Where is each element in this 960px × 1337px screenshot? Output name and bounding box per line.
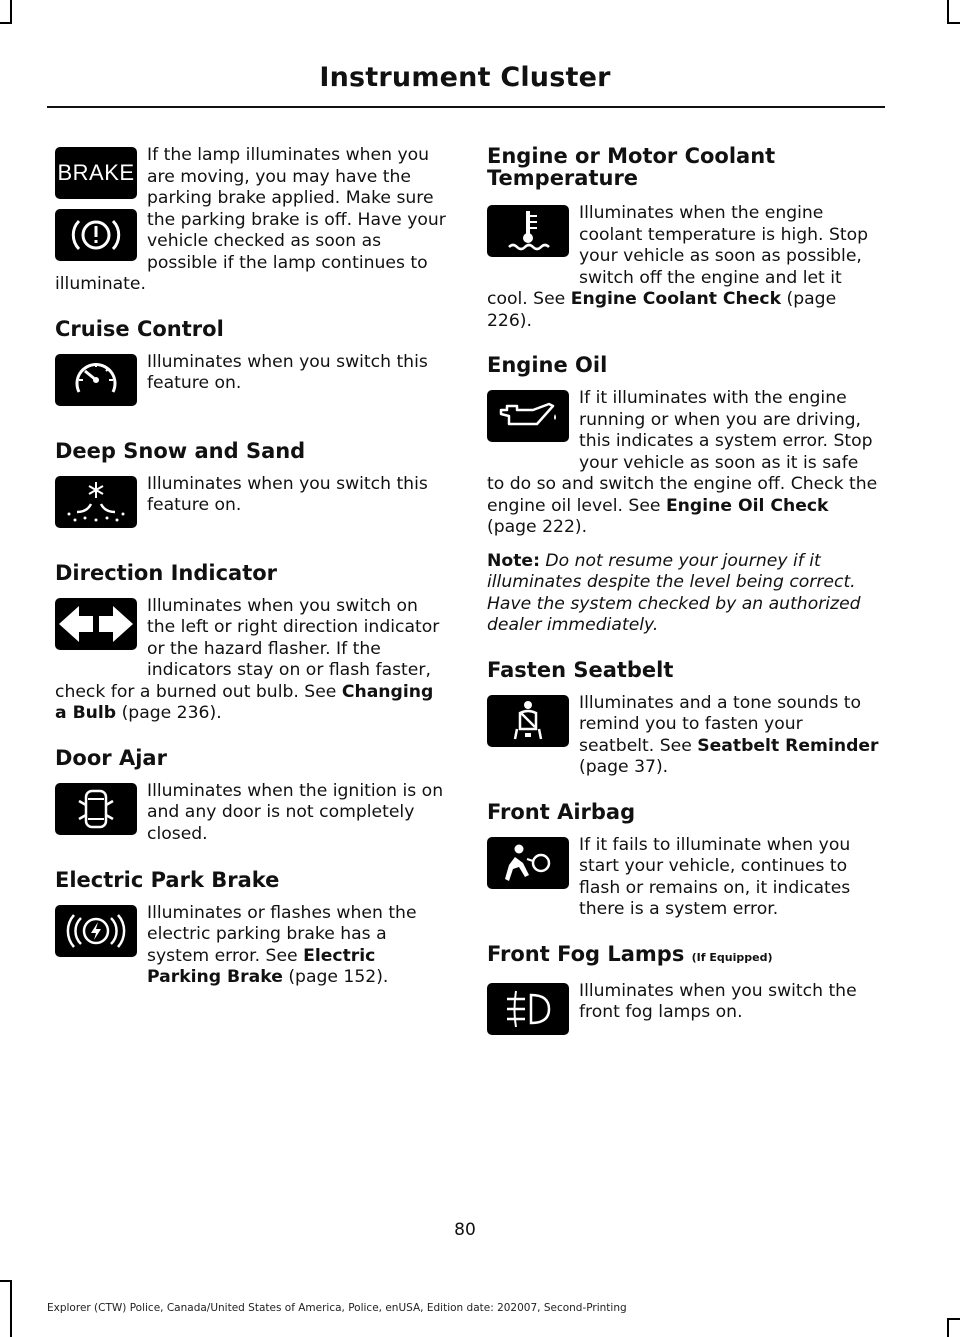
cruise-control-section <box>55 318 447 418</box>
deep-snow-section <box>55 440 447 540</box>
header-divider <box>47 106 885 108</box>
door-ajar-icon <box>55 783 137 835</box>
crop-mark <box>0 1280 12 1282</box>
brake-description: If the lamp illuminates when you are moving, you may have the parking brake applied. Make sure the parking brake is off. Have your vehicle checked as soon as possible if the lamp continues to illuminate. <box>55 145 446 294</box>
engine-oil-section <box>487 354 879 637</box>
coolant-section <box>487 145 879 332</box>
engine-oil-check-link[interactable]: Engine Oil Check <box>665 495 829 516</box>
coolant-heading: Engine or Motor Coolant Temperature <box>487 144 776 190</box>
crop-mark <box>10 1280 12 1337</box>
epb-icon-wrap <box>55 905 137 967</box>
direction-indicator-heading: Direction Indicator <box>55 560 278 585</box>
oil-can-icon <box>487 390 569 442</box>
epb-page-ref: (page 152). <box>282 967 389 987</box>
crop-mark <box>947 1318 960 1320</box>
oil-icon-wrap <box>487 390 569 452</box>
door-ajar-description: Illuminates when the ignition is on and any door is not completely closed. <box>147 780 444 844</box>
crop-mark <box>10 0 12 22</box>
if-equipped-qualifier: (If Equipped) <box>691 950 773 964</box>
speedometer-icon <box>55 354 137 406</box>
fog-icon-wrap <box>487 983 569 1045</box>
deep-snow-description: Illuminates when you switch this feature on. <box>147 473 428 515</box>
airbag-icon-wrap <box>487 837 569 899</box>
front-fog-lamps-description: Illuminates when you switch the front fog lamps on. <box>579 980 857 1022</box>
front-airbag-section <box>487 801 879 921</box>
snowflake-terrain-icon <box>55 476 137 528</box>
door-ajar-heading: Door Ajar <box>55 745 167 770</box>
epb-text: Illuminates or flashes when the electric parking brake has a system error. See <box>147 902 417 966</box>
seatbelt-icon-wrap <box>487 695 569 757</box>
fog-lamp-icon <box>487 983 569 1035</box>
seatbelt-icon <box>487 695 569 747</box>
direction-text: Illuminates when you switch on the left or right direction indicator or the hazard flasher. If the indicators stay on or flash faster, check for a burned out bulb. See <box>55 595 440 702</box>
crop-mark <box>947 22 960 24</box>
direction-page-ref: (page 236). <box>116 703 222 723</box>
crop-mark <box>947 0 949 22</box>
brake-icons <box>55 147 137 271</box>
electric-brake-icon <box>55 905 137 957</box>
engine-coolant-check-link[interactable]: Engine Coolant Check <box>570 289 782 309</box>
front-airbag-description: If it fails to illuminate when you start your vehicle, continues to flash or remains on, it indicates there is a system error. <box>579 834 851 919</box>
front-fog-lamps-heading <box>487 943 879 969</box>
right-column <box>487 145 879 1069</box>
coolant-icon-wrap <box>487 205 569 267</box>
seatbelt-reminder-link[interactable]: Seatbelt Reminder <box>697 735 879 756</box>
engine-oil-note <box>487 551 879 637</box>
brake-warning-icon <box>55 209 137 261</box>
cruise-icon-wrap <box>55 354 137 416</box>
note-label: Note: <box>487 550 540 571</box>
snow-icon-wrap <box>55 476 137 538</box>
coolant-temperature-icon <box>487 205 569 257</box>
electric-parking-brake-link[interactable]: Electric Parking Brake <box>147 945 376 987</box>
engine-oil-heading: Engine Oil <box>487 353 608 377</box>
coolant-text: Illuminates when the engine coolant temperature is high. Stop your vehicle as soon as possible, switch off the engine and let it cool. See <box>487 203 869 309</box>
deep-snow-heading: Deep Snow and Sand <box>55 438 306 463</box>
crop-mark <box>0 22 12 24</box>
cruise-control-description: Illuminates when you switch this feature on. <box>147 351 428 393</box>
electric-park-brake-section <box>55 869 447 989</box>
note-text: Do not resume your journey if it illuminates despite the level being correct. Have the system checked by an authorized dealer immediately. <box>487 550 861 635</box>
cruise-control-heading: Cruise Control <box>55 316 224 341</box>
airbag-icon <box>487 837 569 889</box>
oil-page-ref: (page 222). <box>487 517 588 537</box>
fasten-seatbelt-heading: Fasten Seatbelt <box>487 657 674 682</box>
brake-warning-section <box>55 145 447 296</box>
fog-title-text: Front Fog Lamps <box>487 941 685 966</box>
page-number: 80 <box>454 1220 476 1240</box>
fasten-seatbelt-section <box>487 659 879 779</box>
footer-edition-info: Explorer (CTW) Police, Canada/United States of America, Police, enUSA, Edition date: 202007, Second-Printing <box>47 1302 627 1314</box>
oil-text: If it illuminates with the engine running or when you are driving, this indicates a system error. Stop your vehicle as soon as it is safe to do so and switch the engine off. Check the engine oil level. See <box>487 388 878 516</box>
page-title: Instrument Cluster <box>319 62 611 93</box>
brake-icon-label: BRAKE <box>57 160 135 185</box>
turn-arrows-icon <box>55 598 137 650</box>
front-airbag-heading: Front Airbag <box>487 799 636 824</box>
brake-text-icon <box>55 147 137 199</box>
seatbelt-page-ref: (page 37). <box>579 757 669 777</box>
door-ajar-section <box>55 747 447 847</box>
direction-indicator-section <box>55 562 447 725</box>
door-icon-wrap <box>55 783 137 845</box>
seatbelt-text: Illuminates and a tone sounds to remind you to fasten your seatbelt. See <box>579 692 862 756</box>
direction-icon-wrap <box>55 598 137 660</box>
changing-bulb-link[interactable]: Changing a Bulb <box>55 681 434 723</box>
left-column <box>55 145 447 1011</box>
coolant-page-ref: (page 226). <box>487 289 837 331</box>
crop-mark <box>947 1318 949 1337</box>
front-fog-lamps-section <box>487 943 879 1047</box>
electric-park-brake-heading: Electric Park Brake <box>55 867 280 892</box>
